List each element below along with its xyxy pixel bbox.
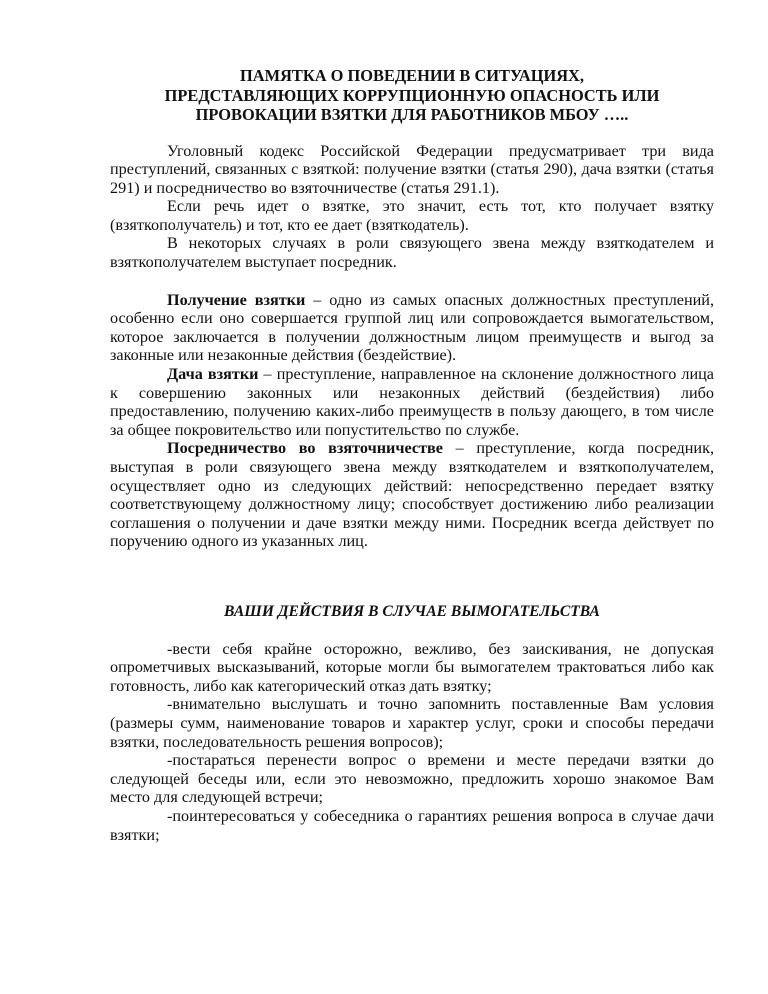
definition-term: Дача взятки [167,365,259,384]
definition-paragraph [110,365,714,439]
list-item: -вести себя крайне осторожно, вежливо, без заискивания, не допуская опрометчивых высказываний, которые могли бы вымогателем трактоваться либо как готовность, либо как категорический отказ дать взятку; [110,639,714,695]
definition-term: Посредничество во взяточничестве [167,439,443,458]
definitions-section [110,291,714,551]
intro-paragraph: Если речь идет о взятке, это значит, есть тот, кто получает взятку (взяткополучатель) и тот, кто ее дает (взяткодатель). [110,197,714,234]
definition-text: – одно из самых опасных должностных преступлений, особенно если оно совершается группой лиц или сопровождается вымогательством, которое заключается в получении должностным лицом преимуществ и выгод за законные или незаконные действия (бездействие). [110,290,714,365]
definition-paragraph [110,439,714,551]
list-item: -внимательно выслушать и точно запомнить поставленные Вам условия (размеры сумм, наименование товаров и характер услуг, сроки и способы передачи взятки, последовательность решения вопросов); [110,695,714,751]
list-item: -постараться перенести вопрос о времени и месте передачи взятки до следующей беседы или, если это невозможно, предложить хорошо знакомое Вам место для следующей встречи; [110,751,714,807]
title-line: ПРОВОКАЦИИ ВЗЯТКИ ДЛЯ РАБОТНИКОВ МБОУ ….. [195,105,629,124]
document-content [110,66,714,844]
definition-term: Получение взятки [167,290,306,309]
title-line: ПАМЯТКА О ПОВЕДЕНИИ В СИТУАЦИЯХ, [240,66,584,85]
definition-text: – преступление, направленное на склонение должностного лица к совершению законных или незаконных действий (бездействия) либо предоставлению, получению каких-либо преимуществ в пользу дающего, в том числе за общее покровительство или попустительство по службе. [110,365,714,439]
definition-text: – преступление, когда посредник, выступая в роли связующего звена между взяткодателем и взяткополучателем, осуществляет одно из следующих действий: непосредственно передает взятку соответствующему должностному лицу; способствует достижению либо реализации соглашения о получении и даче взятки между ними. Посредник всегда действует по поручению одного из указанных лиц. [110,439,714,551]
list-item: -поинтересоваться у собеседника о гарантиях решения вопроса в случае дачи взятки; [110,806,714,844]
intro-paragraph: В некоторых случаях в роли связующего звена между взяткодателем и взяткополучателем выступает посредник. [110,234,714,272]
actions-list [110,640,714,845]
definition-paragraph [110,291,714,365]
section-heading: ВАШИ ДЕЙСТВИЯ В СЛУЧАЕ ВЫМОГАТЕЛЬСТВА [224,602,600,620]
document-title [110,66,714,125]
title-line: ПРЕДСТАВЛЯЮЩИХ КОРРУПЦИОННУЮ ОПАСНОСТЬ ИЛИ [164,85,660,105]
intro-paragraph: Уголовный кодекс Российской Федерации предусматривает три вида преступлений, связанных с взяткой: получение взятки (статья 290), дача взятки (статья 291) и посредничество во взяточничестве (статья 291.1). [110,141,714,197]
intro-section [110,142,714,272]
